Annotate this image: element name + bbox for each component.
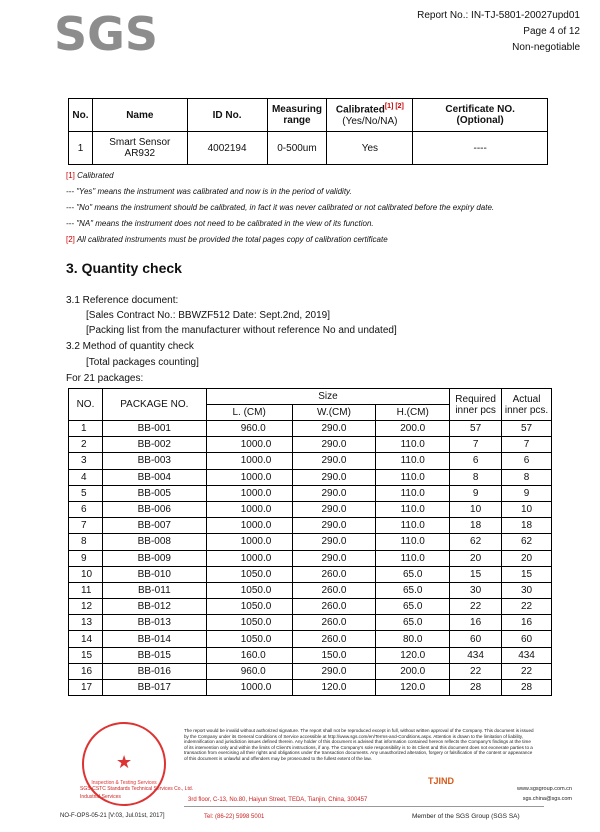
cell-row-no: 10 bbox=[69, 566, 103, 582]
cell-length: 1000.0 bbox=[206, 469, 292, 485]
instrument-header-row bbox=[69, 99, 548, 132]
note-no: --- "No" means the instrument should be calibrated, in fact it was never calibrated or not calibrated before the expiry date. bbox=[66, 203, 495, 212]
pkg-col-width: W.(CM) bbox=[292, 405, 376, 421]
col-id: ID No. bbox=[187, 99, 267, 132]
instrument-id: 4002194 bbox=[187, 132, 267, 165]
cell-row-no: 11 bbox=[69, 582, 103, 598]
cell-package-no: BB-005 bbox=[102, 485, 206, 501]
cell-length: 1000.0 bbox=[206, 518, 292, 534]
cell-length: 1050.0 bbox=[206, 582, 292, 598]
cell-actual-pcs: 22 bbox=[502, 599, 552, 615]
pkg-col-length: L. (CM) bbox=[206, 405, 292, 421]
instrument-table bbox=[68, 98, 548, 165]
note-2 bbox=[66, 232, 494, 248]
footer-telephone: Tel: (86-22) 5998 5001 bbox=[204, 814, 265, 820]
cell-width: 290.0 bbox=[292, 550, 376, 566]
cell-length: 1000.0 bbox=[206, 534, 292, 550]
note-2-tag: [2] bbox=[66, 235, 75, 244]
cell-actual-pcs: 20 bbox=[502, 550, 552, 566]
cell-height: 65.0 bbox=[376, 566, 450, 582]
cell-row-no: 9 bbox=[69, 550, 103, 566]
pkg-col-actual-line1: Actual bbox=[512, 393, 541, 405]
cell-required-pcs: 434 bbox=[450, 647, 502, 663]
table-row bbox=[69, 631, 552, 647]
cell-width: 260.0 bbox=[292, 599, 376, 615]
package-header-row-1 bbox=[69, 389, 552, 405]
pkg-col-package: PACKAGE NO. bbox=[102, 389, 206, 421]
calibrated-footnote-ref: [1] [2] bbox=[384, 103, 404, 111]
cell-width: 260.0 bbox=[292, 631, 376, 647]
pkg-col-required-line2: inner pcs bbox=[455, 404, 496, 416]
col-calibrated bbox=[327, 99, 413, 132]
cell-package-no: BB-003 bbox=[102, 453, 206, 469]
cell-length: 1050.0 bbox=[206, 566, 292, 582]
sgs-logo-text: SGS bbox=[54, 7, 159, 61]
sales-contract-line: [Sales Contract No.: BBWZF512 Date: Sept.2nd, 2019] bbox=[86, 310, 331, 321]
calibrated-label: Calibrated bbox=[335, 104, 385, 116]
cell-row-no: 5 bbox=[69, 485, 103, 501]
cell-actual-pcs: 434 bbox=[502, 647, 552, 663]
pkg-col-actual-line2: inner pcs. bbox=[504, 404, 549, 416]
cell-width: 260.0 bbox=[292, 566, 376, 582]
tjind-code: TJIND bbox=[428, 776, 455, 786]
non-negotiable-label: Non-negotiable bbox=[512, 42, 580, 53]
ref-doc-heading: 3.1 Reference document: bbox=[66, 295, 179, 306]
cell-package-no: BB-002 bbox=[102, 437, 206, 453]
note-1 bbox=[66, 168, 494, 184]
table-row bbox=[69, 680, 552, 696]
cell-width: 290.0 bbox=[292, 437, 376, 453]
cell-row-no: 15 bbox=[69, 647, 103, 663]
cell-package-no: BB-010 bbox=[102, 566, 206, 582]
seal-bottom-text: Inspection & Testing Services bbox=[91, 780, 157, 786]
seal-caption-division: Industrial Services bbox=[80, 794, 121, 800]
cell-package-no: BB-009 bbox=[102, 550, 206, 566]
cell-height: 110.0 bbox=[376, 469, 450, 485]
note-2-text: All calibrated instruments must be provided the total pages copy of calibration certificate bbox=[76, 235, 388, 244]
instrument-name-line2: AR932 bbox=[124, 148, 156, 159]
cell-width: 260.0 bbox=[292, 582, 376, 598]
report-number: Report No.: IN-TJ-5801-20027upd01 bbox=[417, 10, 580, 21]
cell-actual-pcs: 9 bbox=[502, 485, 552, 501]
cell-height: 120.0 bbox=[376, 680, 450, 696]
cell-height: 110.0 bbox=[376, 501, 450, 517]
footer-disclaimer: The report would be invalid without authorized signature. The report shall not be reproduced except in full, without written approval of the Company. This document is issued by the Company under its General Conditions of Service accessible at http://www.sgs.com/en/Terms-and-Conditions.aspx. Attention is drawn to the limitation of liability, indemnification and jurisdiction issues defined therein. Any holder of this document is advised that information contained hereon reflects the Company's findings at the time of its intervention only and within the limits of Client's instructions, if any. The Company's sole responsibility is to its Client and this document does not exonerate parties to a transaction from exercising all their rights and obligations under the transaction documents. Any unauthorized alteration, forgery or falsification of the content or appearance of this document is unlawful and offenders may be prosecuted to the fullest extent of the law. bbox=[184, 728, 534, 761]
col-certificate bbox=[413, 99, 548, 132]
note-1-text: Calibrated bbox=[77, 171, 114, 180]
cell-row-no: 3 bbox=[69, 453, 103, 469]
table-row bbox=[69, 615, 552, 631]
cell-length: 1050.0 bbox=[206, 615, 292, 631]
footer-member: Member of the SGS Group (SGS SA) bbox=[412, 813, 520, 820]
cell-row-no: 8 bbox=[69, 534, 103, 550]
footer-address: 3rd floor, C-13, No.80, Haiyun Street, TEDA, Tianjin, China, 300457 bbox=[188, 797, 368, 803]
cell-row-no: 14 bbox=[69, 631, 103, 647]
cell-width: 150.0 bbox=[292, 647, 376, 663]
cell-package-no: BB-015 bbox=[102, 647, 206, 663]
cell-width: 290.0 bbox=[292, 485, 376, 501]
col-no: No. bbox=[69, 99, 93, 132]
cell-required-pcs: 8 bbox=[450, 469, 502, 485]
cell-required-pcs: 22 bbox=[450, 663, 502, 679]
col-calibrated-line1 bbox=[327, 103, 412, 115]
cell-length: 1050.0 bbox=[206, 599, 292, 615]
cell-required-pcs: 60 bbox=[450, 631, 502, 647]
instrument-row bbox=[69, 132, 548, 165]
cell-actual-pcs: 6 bbox=[502, 453, 552, 469]
cell-height: 110.0 bbox=[376, 453, 450, 469]
cell-length: 1000.0 bbox=[206, 550, 292, 566]
cell-required-pcs: 57 bbox=[450, 421, 502, 437]
table-row bbox=[69, 469, 552, 485]
footer-email: sgs.china@sgs.com bbox=[522, 796, 572, 802]
table-row bbox=[69, 485, 552, 501]
cell-height: 200.0 bbox=[376, 421, 450, 437]
cell-package-no: BB-011 bbox=[102, 582, 206, 598]
cell-height: 110.0 bbox=[376, 550, 450, 566]
table-row bbox=[69, 501, 552, 517]
sgs-logo bbox=[54, 7, 159, 61]
cell-package-no: BB-012 bbox=[102, 599, 206, 615]
cell-actual-pcs: 16 bbox=[502, 615, 552, 631]
cell-width: 290.0 bbox=[292, 663, 376, 679]
table-row bbox=[69, 663, 552, 679]
cell-package-no: BB-004 bbox=[102, 469, 206, 485]
table-row bbox=[69, 518, 552, 534]
total-packages-line: [Total packages counting] bbox=[86, 357, 199, 368]
cell-required-pcs: 15 bbox=[450, 566, 502, 582]
cell-row-no: 17 bbox=[69, 680, 103, 696]
col-range bbox=[267, 99, 327, 132]
cell-required-pcs: 30 bbox=[450, 582, 502, 598]
cell-length: 1050.0 bbox=[206, 631, 292, 647]
cell-row-no: 12 bbox=[69, 599, 103, 615]
package-table bbox=[68, 388, 552, 696]
cell-row-no: 1 bbox=[69, 421, 103, 437]
cell-required-pcs: 28 bbox=[450, 680, 502, 696]
cell-actual-pcs: 10 bbox=[502, 501, 552, 517]
cell-actual-pcs: 7 bbox=[502, 437, 552, 453]
instrument-name-line1: Smart Sensor bbox=[109, 137, 171, 148]
instrument-range: 0-500um bbox=[267, 132, 327, 165]
cell-actual-pcs: 15 bbox=[502, 566, 552, 582]
cell-height: 120.0 bbox=[376, 647, 450, 663]
cell-width: 120.0 bbox=[292, 680, 376, 696]
cell-height: 110.0 bbox=[376, 485, 450, 501]
cell-row-no: 4 bbox=[69, 469, 103, 485]
packing-list-line: [Packing list from the manufacturer without reference No and undated] bbox=[86, 325, 397, 336]
calibration-notes bbox=[66, 168, 494, 248]
cell-row-no: 6 bbox=[69, 501, 103, 517]
cell-width: 290.0 bbox=[292, 501, 376, 517]
cell-length: 1000.0 bbox=[206, 485, 292, 501]
cell-actual-pcs: 28 bbox=[502, 680, 552, 696]
col-cert-line2: (Optional) bbox=[456, 115, 504, 126]
cell-height: 65.0 bbox=[376, 582, 450, 598]
instrument-certificate: ---- bbox=[413, 132, 548, 165]
cell-width: 290.0 bbox=[292, 534, 376, 550]
cell-row-no: 13 bbox=[69, 615, 103, 631]
instrument-calibrated: Yes bbox=[327, 132, 413, 165]
cell-width: 260.0 bbox=[292, 615, 376, 631]
section-title: 3. Quantity check bbox=[66, 260, 182, 276]
footer-divider bbox=[184, 806, 544, 807]
cell-required-pcs: 62 bbox=[450, 534, 502, 550]
cell-actual-pcs: 57 bbox=[502, 421, 552, 437]
seal-caption-company: SGS-CSTC Standards Technical Services Co., Ltd. bbox=[80, 786, 194, 792]
cell-actual-pcs: 60 bbox=[502, 631, 552, 647]
cell-package-no: BB-014 bbox=[102, 631, 206, 647]
cell-actual-pcs: 18 bbox=[502, 518, 552, 534]
cell-width: 290.0 bbox=[292, 469, 376, 485]
table-row bbox=[69, 534, 552, 550]
cell-actual-pcs: 62 bbox=[502, 534, 552, 550]
cell-required-pcs: 20 bbox=[450, 550, 502, 566]
cell-package-no: BB-007 bbox=[102, 518, 206, 534]
table-row bbox=[69, 437, 552, 453]
form-code: NO-F-OPS-05-21 [V:03, Jul.01st, 2017] bbox=[60, 813, 165, 819]
cell-width: 290.0 bbox=[292, 421, 376, 437]
pkg-col-required-line1: Required bbox=[455, 393, 496, 405]
cell-package-no: BB-016 bbox=[102, 663, 206, 679]
cell-actual-pcs: 8 bbox=[502, 469, 552, 485]
table-row bbox=[69, 421, 552, 437]
note-na: --- "NA" means the instrument does not need to be calibrated in the view of its function. bbox=[66, 219, 374, 228]
instrument-name bbox=[92, 132, 187, 165]
cell-package-no: BB-001 bbox=[102, 421, 206, 437]
col-calibrated-line2: (Yes/No/NA) bbox=[342, 115, 398, 127]
cell-required-pcs: 9 bbox=[450, 485, 502, 501]
cell-required-pcs: 10 bbox=[450, 501, 502, 517]
pkg-col-required bbox=[450, 389, 502, 421]
cell-actual-pcs: 30 bbox=[502, 582, 552, 598]
table-row bbox=[69, 566, 552, 582]
cell-length: 1000.0 bbox=[206, 437, 292, 453]
cell-row-no: 2 bbox=[69, 437, 103, 453]
cell-package-no: BB-017 bbox=[102, 680, 206, 696]
cell-package-no: BB-006 bbox=[102, 501, 206, 517]
for-21-packages: For 21 packages: bbox=[66, 373, 144, 384]
cell-width: 290.0 bbox=[292, 453, 376, 469]
method-heading: 3.2 Method of quantity check bbox=[66, 341, 194, 352]
cell-actual-pcs: 22 bbox=[502, 663, 552, 679]
cell-height: 65.0 bbox=[376, 599, 450, 615]
cell-height: 80.0 bbox=[376, 631, 450, 647]
note-yes: --- "Yes" means the instrument was calibrated and now is in the period of validity. bbox=[66, 187, 352, 196]
col-name: Name bbox=[92, 99, 187, 132]
cell-height: 200.0 bbox=[376, 663, 450, 679]
col-range-line2: range bbox=[283, 115, 311, 126]
cell-height: 110.0 bbox=[376, 518, 450, 534]
cell-required-pcs: 16 bbox=[450, 615, 502, 631]
pkg-col-actual bbox=[502, 389, 552, 421]
cell-length: 1000.0 bbox=[206, 453, 292, 469]
cell-length: 960.0 bbox=[206, 663, 292, 679]
cell-length: 960.0 bbox=[206, 421, 292, 437]
table-row bbox=[69, 599, 552, 615]
cell-height: 110.0 bbox=[376, 437, 450, 453]
pkg-col-size: Size bbox=[206, 389, 449, 405]
cell-height: 65.0 bbox=[376, 615, 450, 631]
page-number: Page 4 of 12 bbox=[523, 26, 580, 37]
table-row bbox=[69, 647, 552, 663]
cell-length: 1000.0 bbox=[206, 680, 292, 696]
instrument-no: 1 bbox=[69, 132, 93, 165]
cell-required-pcs: 7 bbox=[450, 437, 502, 453]
cell-row-no: 16 bbox=[69, 663, 103, 679]
footer-website: www.sgsgroup.com.cn bbox=[516, 786, 572, 792]
note-1-tag: [1] bbox=[66, 171, 75, 180]
cell-required-pcs: 18 bbox=[450, 518, 502, 534]
cell-length: 160.0 bbox=[206, 647, 292, 663]
seal-star-icon: ★ bbox=[116, 752, 133, 772]
cell-length: 1000.0 bbox=[206, 501, 292, 517]
cell-required-pcs: 6 bbox=[450, 453, 502, 469]
cell-height: 110.0 bbox=[376, 534, 450, 550]
cell-width: 290.0 bbox=[292, 518, 376, 534]
cell-required-pcs: 22 bbox=[450, 599, 502, 615]
pkg-col-height: H.(CM) bbox=[376, 405, 450, 421]
table-row bbox=[69, 582, 552, 598]
table-row bbox=[69, 453, 552, 469]
cell-package-no: BB-008 bbox=[102, 534, 206, 550]
pkg-col-no: NO. bbox=[69, 389, 103, 421]
cell-package-no: BB-013 bbox=[102, 615, 206, 631]
col-range-line1: Measuring bbox=[271, 104, 322, 115]
cell-row-no: 7 bbox=[69, 518, 103, 534]
table-row bbox=[69, 550, 552, 566]
col-cert-line1: Certificate NO. bbox=[445, 104, 515, 115]
package-table-body bbox=[69, 421, 552, 696]
